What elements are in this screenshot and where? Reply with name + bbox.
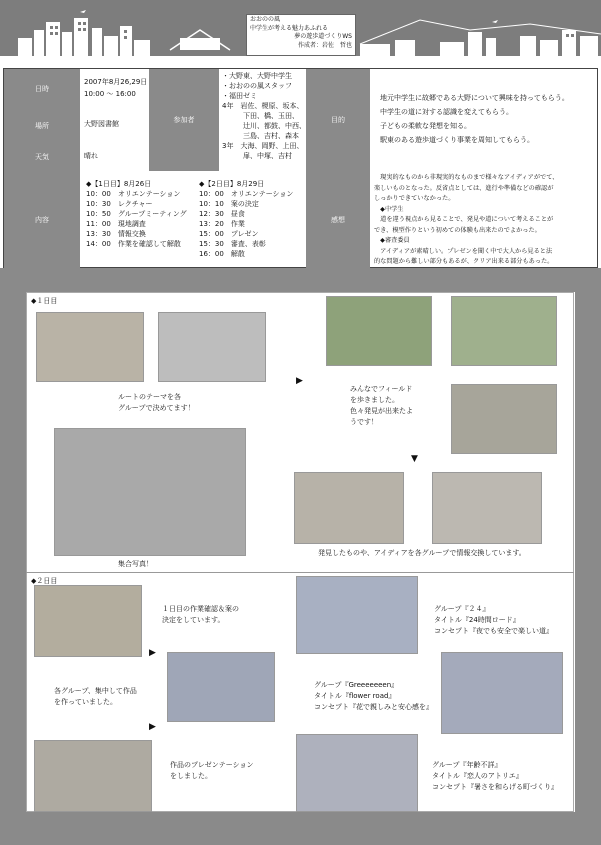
time: 10：00 — [199, 190, 224, 198]
title-line-1: おおのの風 — [250, 16, 281, 23]
day2-row — [199, 239, 304, 249]
day1-row — [86, 189, 196, 199]
arrow-right-icon: ▶ — [149, 722, 156, 732]
day1-row — [86, 239, 196, 249]
purpose-label: 目的 — [306, 69, 370, 171]
group-line: タイトル『24時間ロード』 — [434, 616, 520, 624]
item: 情報交換 — [117, 230, 146, 238]
photo-day2-decide — [34, 585, 142, 657]
day1-row — [86, 229, 196, 239]
day2-row — [199, 219, 304, 229]
photo-day2-work — [167, 652, 275, 722]
time-value: 10:00 ～ 16:00 — [84, 90, 136, 98]
content-label: 内容 — [4, 171, 80, 268]
time: 11：00 — [86, 220, 111, 228]
photo-day1-field-b — [451, 296, 557, 366]
weather-value: 晴れ — [84, 152, 98, 160]
caption-work — [54, 686, 137, 708]
participants-list — [222, 71, 304, 161]
impression-line: ◆審査委員 — [374, 237, 410, 244]
item: プレゼン — [230, 230, 259, 238]
day1-title: ◆【1日目】8月26日 — [86, 180, 152, 188]
item: 作業 — [230, 220, 245, 228]
impression-line: 的な問題から難しい部分もあるが、クリア出来る部分もあった。 — [374, 258, 554, 265]
impression-line: 楽しいものとなった。反省点としては、進行や準備などの確認が — [374, 184, 554, 192]
day1-schedule — [86, 179, 196, 249]
arrow-right-icon: ▶ — [296, 376, 303, 386]
participant-line: 辻川、都鼓、中西、 — [222, 122, 306, 130]
day1-row — [86, 219, 196, 229]
caption-exchange: 発見したものや、アイディアを各グループで情報交換しています。 — [318, 549, 526, 557]
item: レクチャー — [117, 200, 153, 208]
participant-line: ・おおのの風スタッフ — [222, 82, 292, 90]
caption-line: 各グループ、集中して作品 — [54, 687, 137, 695]
title-line-3: 夢の遊歩道づくりWS — [294, 33, 352, 40]
date-value: 2007年8月26,29日 — [84, 78, 148, 86]
place-label: 場所 — [4, 109, 80, 143]
day2-row — [199, 199, 304, 209]
impression-label: 感想 — [306, 171, 370, 268]
purpose-line: 中学生の道に対する認識を変えてもらう。 — [380, 108, 513, 116]
participant-line: 扉、中塚、吉村 — [222, 152, 292, 160]
time: 16：00 — [199, 250, 224, 258]
group-line: コンセプト『花で親しみと安心感を』 — [314, 703, 433, 711]
group-line: グループ『２４』 — [434, 605, 490, 613]
time: 13：20 — [199, 220, 224, 228]
caption-line: グループで決めてます！ — [118, 404, 195, 412]
purpose-list — [380, 91, 569, 147]
caption-field — [350, 384, 413, 428]
participant-line: 4年 岩佐、榎原、坂本、 — [222, 102, 304, 110]
item: オリエンテーション — [117, 190, 181, 198]
caption-line: うです！ — [350, 418, 378, 426]
participant-line: 下田、橋、玉田、 — [222, 112, 299, 120]
caption-theme — [118, 392, 195, 414]
impression-line: 現実的なものから非現実的なものまで様々なアイディアがでて、 — [374, 174, 559, 181]
day2-title: ◆【2日目】8月29日 — [199, 180, 265, 188]
group-line: コンセプト『夜でも安全で楽しい道』 — [434, 627, 553, 635]
caption-line: を歩きました。 — [350, 396, 399, 404]
impression-line: でき、模型作りという初めての体験も出来たのでよかった。 — [374, 226, 541, 234]
day2-row — [199, 189, 304, 199]
title-line-2: 中学生が考える魅力あふれる — [250, 24, 329, 32]
time: 10：30 — [86, 200, 111, 208]
caption-line: ルートのテーマを各 — [118, 393, 181, 401]
photo-day1-exchange-b — [432, 472, 542, 544]
item: 案の決定 — [230, 200, 259, 208]
bg-band-bottom — [0, 812, 601, 845]
section-divider — [26, 572, 574, 573]
participants-label: 参加者 — [149, 69, 219, 171]
group-line: グループ『年齢不詳』 — [432, 761, 502, 769]
day2-heading: ◆２日目 — [31, 577, 58, 585]
place-value: 大野図書館 — [84, 120, 119, 128]
impression-line: ◆中学生 — [374, 205, 404, 213]
group-line: コンセプト『暑さを和らげる町づくり』 — [432, 783, 558, 791]
time: 15：00 — [199, 230, 224, 238]
photo-day1-meeting-b — [158, 312, 266, 382]
participant-line: 三島、吉村、森本 — [222, 132, 299, 140]
caption-present — [170, 760, 253, 782]
participant-line: ・福田ゼミ — [222, 92, 257, 100]
photo-day1-meeting-a — [36, 312, 144, 382]
info-table — [3, 68, 598, 268]
arrow-down-icon: ▼ — [411, 454, 418, 464]
item: 解散 — [230, 250, 245, 258]
time: 10：10 — [199, 200, 224, 208]
photo-group-24 — [296, 576, 418, 654]
caption-line: を作っていました。 — [54, 698, 117, 706]
weather-label: 天気 — [4, 143, 80, 171]
time: 13：30 — [86, 230, 111, 238]
item: 昼食 — [230, 210, 245, 218]
header-banner — [0, 0, 601, 66]
bg-band-right — [575, 268, 601, 845]
purpose-line: 子どもの柔軟な発想を知る。 — [380, 122, 471, 130]
time: 10：00 — [86, 190, 111, 198]
time: 14：00 — [86, 240, 111, 248]
author: 作成者：岩佐 哲也 — [297, 41, 352, 49]
time: 12：30 — [199, 210, 224, 218]
caption-decide — [162, 604, 239, 626]
day1-heading: ◆１日目 — [31, 297, 58, 305]
time: 15：30 — [199, 240, 224, 248]
impression-text — [374, 173, 558, 268]
bg-band-left — [0, 268, 26, 845]
group-line: グループ『Greeeeeeen』 — [314, 681, 399, 689]
day2-row — [199, 229, 304, 239]
group-greeeen-info — [314, 680, 433, 713]
item: 現地調査 — [117, 220, 146, 228]
caption-line: をしました。 — [170, 772, 212, 780]
caption-line: 色々発見が出来たよ — [350, 407, 413, 415]
photo-day1-exchange-a — [294, 472, 404, 544]
day1-row — [86, 209, 196, 219]
impression-line: 道を違う視点から見ることで、発見や道について考えることが — [374, 216, 554, 223]
item: オリエンテーション — [230, 190, 294, 198]
item: グループミーティング — [117, 210, 187, 218]
caption-line: 決定をしています。 — [162, 616, 225, 624]
day1-row — [86, 199, 196, 209]
photo-group-greeeen — [441, 652, 563, 734]
photo-group-nenrei — [296, 734, 418, 812]
item: 作業を確認して解散 — [117, 240, 181, 248]
purpose-line: 駅東のある遊歩道づくり事業を周知してもらう。 — [380, 136, 534, 144]
bg-band-top — [0, 268, 601, 292]
purpose-line: 地元中学生に故郷である大野について興味を持ってもらう。 — [380, 94, 569, 102]
caption-line: 作品のプレゼンテーション — [170, 761, 254, 769]
impression-line: アイディアが素晴しい。プレゼンを聞く中で大人から見ると法 — [374, 247, 553, 255]
date-label: 日時 — [4, 69, 80, 109]
title-box — [246, 14, 356, 56]
group-nenrei-info — [432, 760, 558, 793]
group-24-info — [434, 604, 553, 637]
caption-line: みんなでフィールド — [350, 385, 413, 393]
arrow-right-icon: ▶ — [149, 648, 156, 658]
participant-line: 3年 大海、岡野、上田、 — [222, 142, 304, 150]
photo-group-picture — [54, 428, 246, 556]
photo-day1-field-c — [451, 384, 557, 454]
day2-row — [199, 209, 304, 219]
day2-row — [199, 249, 304, 259]
caption-group: 集合写真！ — [118, 560, 153, 568]
day2-schedule — [199, 179, 304, 259]
group-line: タイトル『恋人のアトリエ』 — [432, 772, 523, 780]
photo-day1-field-a — [326, 296, 432, 366]
participant-line: ・大野東、大野中学生 — [222, 72, 292, 80]
impression-line: しっかりできていなかった。 — [374, 195, 455, 202]
caption-line: １日目の作業確認＆案の — [162, 605, 239, 613]
group-line: タイトル『flower road』 — [314, 692, 396, 700]
time: 10：50 — [86, 210, 111, 218]
photo-day2-present — [34, 740, 152, 812]
item: 審査、表彰 — [230, 240, 266, 248]
